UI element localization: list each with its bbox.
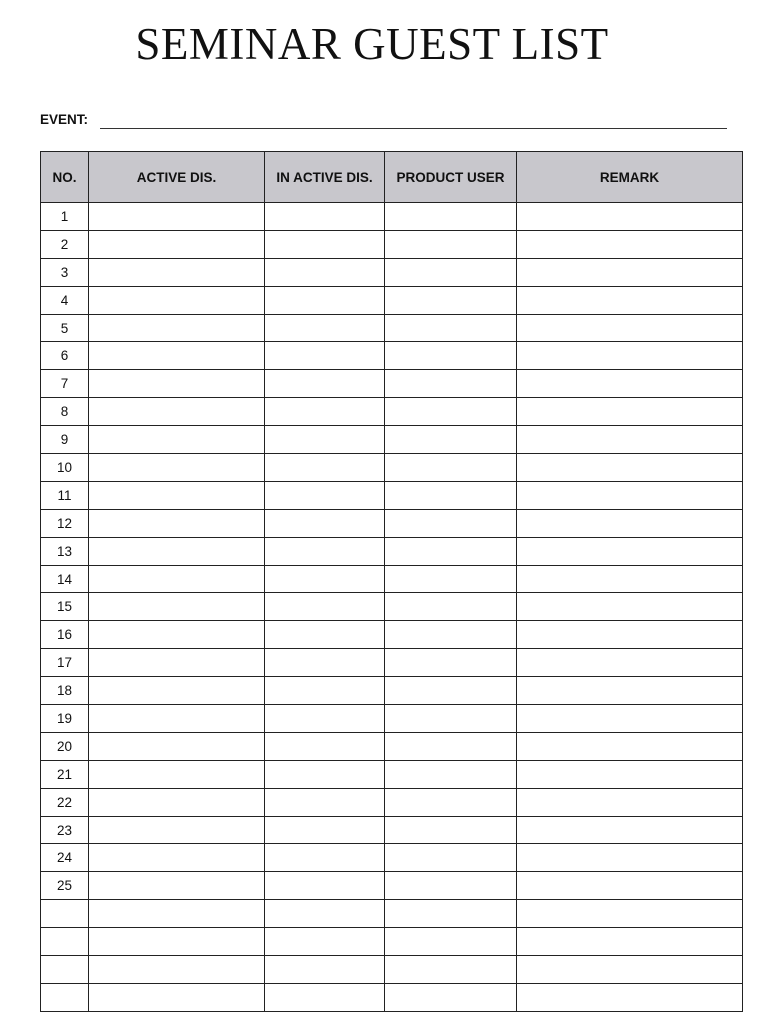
table-row xyxy=(41,816,743,844)
product-user-cell[interactable] xyxy=(385,370,517,398)
product-user-cell[interactable] xyxy=(385,565,517,593)
inactive-dis-cell[interactable] xyxy=(265,649,385,677)
row-number: 9 xyxy=(41,426,89,454)
table-row xyxy=(41,677,743,705)
remark-cell[interactable] xyxy=(517,900,743,928)
inactive-dis-cell[interactable] xyxy=(265,565,385,593)
inactive-dis-cell[interactable] xyxy=(265,230,385,258)
product-user-cell[interactable] xyxy=(385,258,517,286)
active-dis-cell[interactable] xyxy=(89,593,265,621)
remark-cell[interactable] xyxy=(517,732,743,760)
inactive-dis-cell[interactable] xyxy=(265,844,385,872)
product-user-cell[interactable] xyxy=(385,454,517,482)
inactive-dis-cell[interactable] xyxy=(265,956,385,984)
table-row xyxy=(41,983,743,1011)
table-row xyxy=(41,872,743,900)
active-dis-cell[interactable] xyxy=(89,454,265,482)
active-dis-cell[interactable] xyxy=(89,732,265,760)
row-number xyxy=(41,928,89,956)
table-row xyxy=(41,732,743,760)
active-dis-cell[interactable] xyxy=(89,537,265,565)
row-number: 6 xyxy=(41,342,89,370)
remark-cell[interactable] xyxy=(517,872,743,900)
row-number: 7 xyxy=(41,370,89,398)
row-number: 22 xyxy=(41,788,89,816)
active-dis-cell[interactable] xyxy=(89,481,265,509)
table-row xyxy=(41,844,743,872)
header-inactive-dis: IN ACTIVE DIS. xyxy=(265,152,385,203)
inactive-dis-cell[interactable] xyxy=(265,342,385,370)
remark-cell[interactable] xyxy=(517,593,743,621)
remark-cell[interactable] xyxy=(517,537,743,565)
remark-cell[interactable] xyxy=(517,509,743,537)
inactive-dis-cell[interactable] xyxy=(265,900,385,928)
active-dis-cell[interactable] xyxy=(89,649,265,677)
row-number: 4 xyxy=(41,286,89,314)
active-dis-cell[interactable] xyxy=(89,928,265,956)
product-user-cell[interactable] xyxy=(385,203,517,231)
table-row xyxy=(41,454,743,482)
row-number: 19 xyxy=(41,705,89,733)
active-dis-cell[interactable] xyxy=(89,509,265,537)
remark-cell[interactable] xyxy=(517,677,743,705)
remark-cell[interactable] xyxy=(517,203,743,231)
table-row xyxy=(41,928,743,956)
active-dis-cell[interactable] xyxy=(89,788,265,816)
table-row xyxy=(41,203,743,231)
table-row xyxy=(41,593,743,621)
row-number: 2 xyxy=(41,230,89,258)
active-dis-cell[interactable] xyxy=(89,760,265,788)
active-dis-cell[interactable] xyxy=(89,705,265,733)
row-number: 10 xyxy=(41,454,89,482)
product-user-cell[interactable] xyxy=(385,537,517,565)
inactive-dis-cell[interactable] xyxy=(265,593,385,621)
inactive-dis-cell[interactable] xyxy=(265,509,385,537)
inactive-dis-cell[interactable] xyxy=(265,454,385,482)
remark-cell[interactable] xyxy=(517,760,743,788)
remark-cell[interactable] xyxy=(517,649,743,677)
row-number: 15 xyxy=(41,593,89,621)
row-number: 13 xyxy=(41,537,89,565)
table-row xyxy=(41,537,743,565)
table-row xyxy=(41,956,743,984)
remark-cell[interactable] xyxy=(517,398,743,426)
active-dis-cell[interactable] xyxy=(89,844,265,872)
active-dis-cell[interactable] xyxy=(89,816,265,844)
header-row xyxy=(41,152,743,203)
inactive-dis-cell[interactable] xyxy=(265,983,385,1011)
remark-cell[interactable] xyxy=(517,983,743,1011)
table-row xyxy=(41,788,743,816)
table-row xyxy=(41,258,743,286)
active-dis-cell[interactable] xyxy=(89,203,265,231)
active-dis-cell[interactable] xyxy=(89,426,265,454)
product-user-cell[interactable] xyxy=(385,900,517,928)
row-number xyxy=(41,900,89,928)
remark-cell[interactable] xyxy=(517,314,743,342)
inactive-dis-cell[interactable] xyxy=(265,705,385,733)
event-row xyxy=(40,110,728,132)
remark-cell[interactable] xyxy=(517,258,743,286)
remark-cell[interactable] xyxy=(517,230,743,258)
active-dis-cell[interactable] xyxy=(89,956,265,984)
active-dis-cell[interactable] xyxy=(89,983,265,1011)
active-dis-cell[interactable] xyxy=(89,258,265,286)
row-number xyxy=(41,956,89,984)
table-row xyxy=(41,230,743,258)
row-number: 16 xyxy=(41,621,89,649)
inactive-dis-cell[interactable] xyxy=(265,481,385,509)
active-dis-cell[interactable] xyxy=(89,872,265,900)
product-user-cell[interactable] xyxy=(385,788,517,816)
product-user-cell[interactable] xyxy=(385,593,517,621)
table-row xyxy=(41,565,743,593)
header-remark: REMARK xyxy=(517,152,743,203)
row-number: 12 xyxy=(41,509,89,537)
header-active-dis: ACTIVE DIS. xyxy=(89,152,265,203)
active-dis-cell[interactable] xyxy=(89,621,265,649)
table-row xyxy=(41,649,743,677)
inactive-dis-cell[interactable] xyxy=(265,621,385,649)
row-number: 1 xyxy=(41,203,89,231)
event-label: EVENT: xyxy=(40,112,89,127)
inactive-dis-cell[interactable] xyxy=(265,928,385,956)
row-number: 14 xyxy=(41,565,89,593)
product-user-cell[interactable] xyxy=(385,844,517,872)
product-user-cell[interactable] xyxy=(385,956,517,984)
table-row xyxy=(41,314,743,342)
remark-cell[interactable] xyxy=(517,844,743,872)
remark-cell[interactable] xyxy=(517,956,743,984)
row-number: 8 xyxy=(41,398,89,426)
product-user-cell[interactable] xyxy=(385,705,517,733)
table-body xyxy=(41,203,743,1012)
inactive-dis-cell[interactable] xyxy=(265,203,385,231)
row-number xyxy=(41,983,89,1011)
inactive-dis-cell[interactable] xyxy=(265,732,385,760)
active-dis-cell[interactable] xyxy=(89,565,265,593)
table-row xyxy=(41,705,743,733)
table-row xyxy=(41,286,743,314)
header-product-user: PRODUCT USER xyxy=(385,152,517,203)
inactive-dis-cell[interactable] xyxy=(265,677,385,705)
product-user-cell[interactable] xyxy=(385,677,517,705)
remark-cell[interactable] xyxy=(517,705,743,733)
event-field[interactable] xyxy=(100,128,727,129)
remark-cell[interactable] xyxy=(517,621,743,649)
product-user-cell[interactable] xyxy=(385,816,517,844)
row-number: 17 xyxy=(41,649,89,677)
table-row xyxy=(41,342,743,370)
table-row xyxy=(41,509,743,537)
remark-cell[interactable] xyxy=(517,426,743,454)
inactive-dis-cell[interactable] xyxy=(265,537,385,565)
remark-cell[interactable] xyxy=(517,342,743,370)
table-row xyxy=(41,481,743,509)
inactive-dis-cell[interactable] xyxy=(265,872,385,900)
product-user-cell[interactable] xyxy=(385,760,517,788)
remark-cell[interactable] xyxy=(517,565,743,593)
row-number: 18 xyxy=(41,677,89,705)
product-user-cell[interactable] xyxy=(385,314,517,342)
product-user-cell[interactable] xyxy=(385,621,517,649)
active-dis-cell[interactable] xyxy=(89,286,265,314)
inactive-dis-cell[interactable] xyxy=(265,370,385,398)
product-user-cell[interactable] xyxy=(385,983,517,1011)
remark-cell[interactable] xyxy=(517,454,743,482)
product-user-cell[interactable] xyxy=(385,732,517,760)
inactive-dis-cell[interactable] xyxy=(265,426,385,454)
inactive-dis-cell[interactable] xyxy=(265,286,385,314)
inactive-dis-cell[interactable] xyxy=(265,816,385,844)
row-number: 23 xyxy=(41,816,89,844)
guest-table xyxy=(40,151,743,1012)
active-dis-cell[interactable] xyxy=(89,398,265,426)
row-number: 11 xyxy=(41,481,89,509)
active-dis-cell[interactable] xyxy=(89,370,265,398)
row-number: 25 xyxy=(41,872,89,900)
inactive-dis-cell[interactable] xyxy=(265,760,385,788)
product-user-cell[interactable] xyxy=(385,230,517,258)
product-user-cell[interactable] xyxy=(385,481,517,509)
inactive-dis-cell[interactable] xyxy=(265,398,385,426)
row-number: 21 xyxy=(41,760,89,788)
active-dis-cell[interactable] xyxy=(89,677,265,705)
table-row xyxy=(41,760,743,788)
product-user-cell[interactable] xyxy=(385,286,517,314)
remark-cell[interactable] xyxy=(517,928,743,956)
page-title: SEMINAR GUEST LIST xyxy=(135,19,609,69)
product-user-cell[interactable] xyxy=(385,426,517,454)
product-user-cell[interactable] xyxy=(385,928,517,956)
remark-cell[interactable] xyxy=(517,788,743,816)
inactive-dis-cell[interactable] xyxy=(265,314,385,342)
product-user-cell[interactable] xyxy=(385,649,517,677)
row-number: 24 xyxy=(41,844,89,872)
table-row xyxy=(41,621,743,649)
row-number: 3 xyxy=(41,258,89,286)
table-row xyxy=(41,426,743,454)
product-user-cell[interactable] xyxy=(385,872,517,900)
remark-cell[interactable] xyxy=(517,481,743,509)
row-number: 20 xyxy=(41,732,89,760)
remark-cell[interactable] xyxy=(517,816,743,844)
remark-cell[interactable] xyxy=(517,286,743,314)
active-dis-cell[interactable] xyxy=(89,314,265,342)
remark-cell[interactable] xyxy=(517,370,743,398)
inactive-dis-cell[interactable] xyxy=(265,258,385,286)
table-row xyxy=(41,398,743,426)
row-number: 5 xyxy=(41,314,89,342)
inactive-dis-cell[interactable] xyxy=(265,788,385,816)
table-row xyxy=(41,900,743,928)
table-row xyxy=(41,370,743,398)
product-user-cell[interactable] xyxy=(385,342,517,370)
active-dis-cell[interactable] xyxy=(89,342,265,370)
header-no: NO. xyxy=(41,152,89,203)
product-user-cell[interactable] xyxy=(385,398,517,426)
product-user-cell[interactable] xyxy=(385,509,517,537)
active-dis-cell[interactable] xyxy=(89,900,265,928)
active-dis-cell[interactable] xyxy=(89,230,265,258)
